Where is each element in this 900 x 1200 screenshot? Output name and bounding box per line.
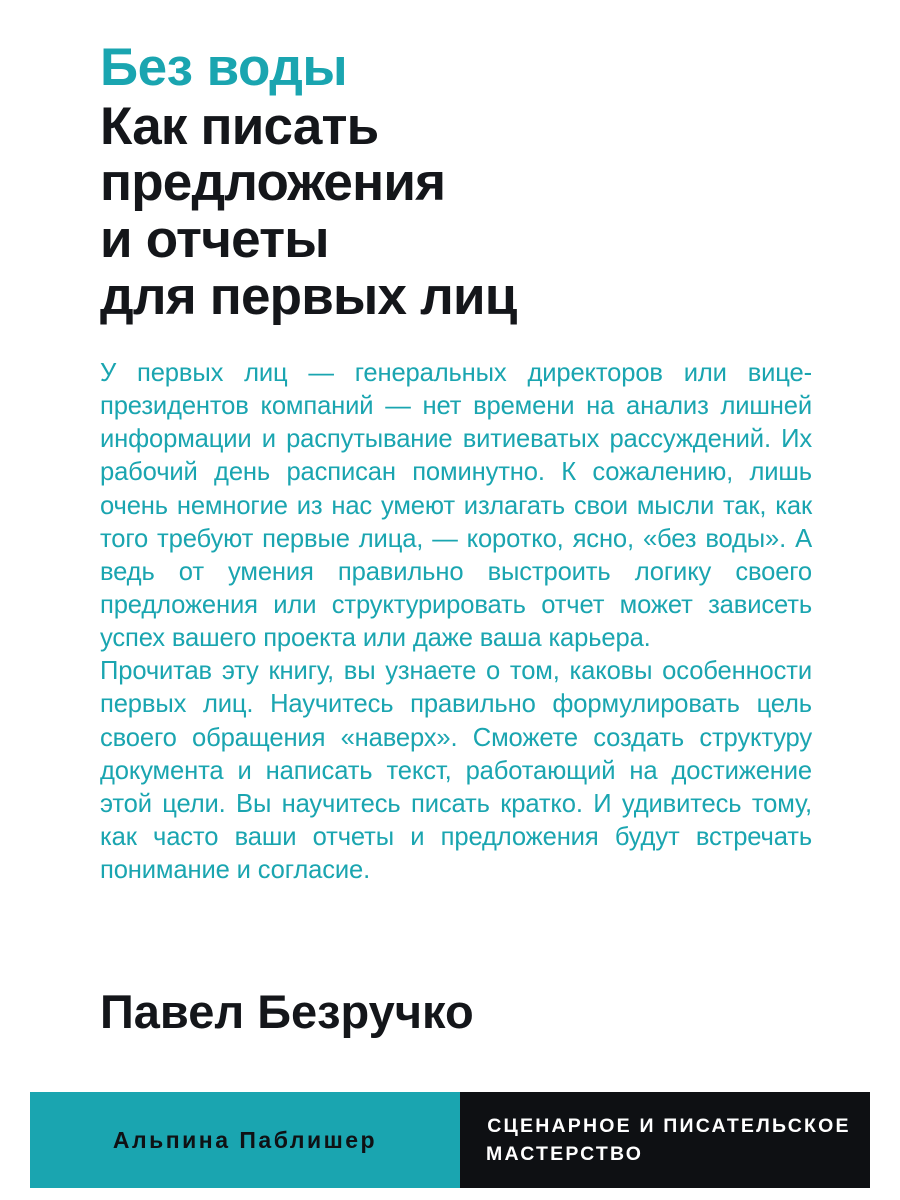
- book-subtitle-accent: Без воды: [100, 38, 348, 97]
- title-line-4: для первых лиц: [100, 266, 517, 326]
- book-title: [100, 96, 800, 326]
- back-cover-blurb: [100, 357, 812, 887]
- title-block: [100, 40, 800, 326]
- publisher-badge: [30, 1092, 460, 1188]
- publisher-name: Альпина Паблишер: [112, 1126, 378, 1153]
- title-line-1: Как писать: [100, 96, 379, 156]
- cover-footer: [30, 1092, 870, 1188]
- title-line-2: предложения: [100, 153, 446, 213]
- series-line-1: СЦЕНАРНОЕ И ПИСАТЕЛЬСКОЕ: [487, 1114, 851, 1137]
- author-name: Павел Безручко: [100, 985, 474, 1038]
- series-line-2: МАСТЕРСТВО: [486, 1143, 644, 1165]
- series-badge: [460, 1092, 870, 1188]
- blurb-paragraph-2: Прочитав эту книгу, вы узнаете о том, каковы особенности первых лиц. Научитесь правильно формулировать цель своего обращения «наверх». Сможете создать структуру документа и написать текст, работающий на достижение этой цели. Вы научитесь писать кратко. И удивитесь тому, как часто ваши отчеты и предложения будут встречать понимание и согласие.: [100, 657, 812, 885]
- title-line-3: и отчеты: [100, 210, 329, 270]
- blurb-paragraph-1: У первых лиц — генеральных директоров или вице-президентов компаний — нет времени на анализ лишней информации и распутывание витиеватых рассуждений. Их рабочий день расписан поминутно. К сожалению, лишь очень немногие из нас умеют излагать свои мысли так, как того требуют первые лица, — коротко, ясно, «без воды». А ведь от умения правильно выстроить логику своего предложения или структурировать отчет может зависеть успех вашего проекта или даже ваша карьера.: [100, 359, 812, 653]
- cover-inner: [30, 12, 870, 1188]
